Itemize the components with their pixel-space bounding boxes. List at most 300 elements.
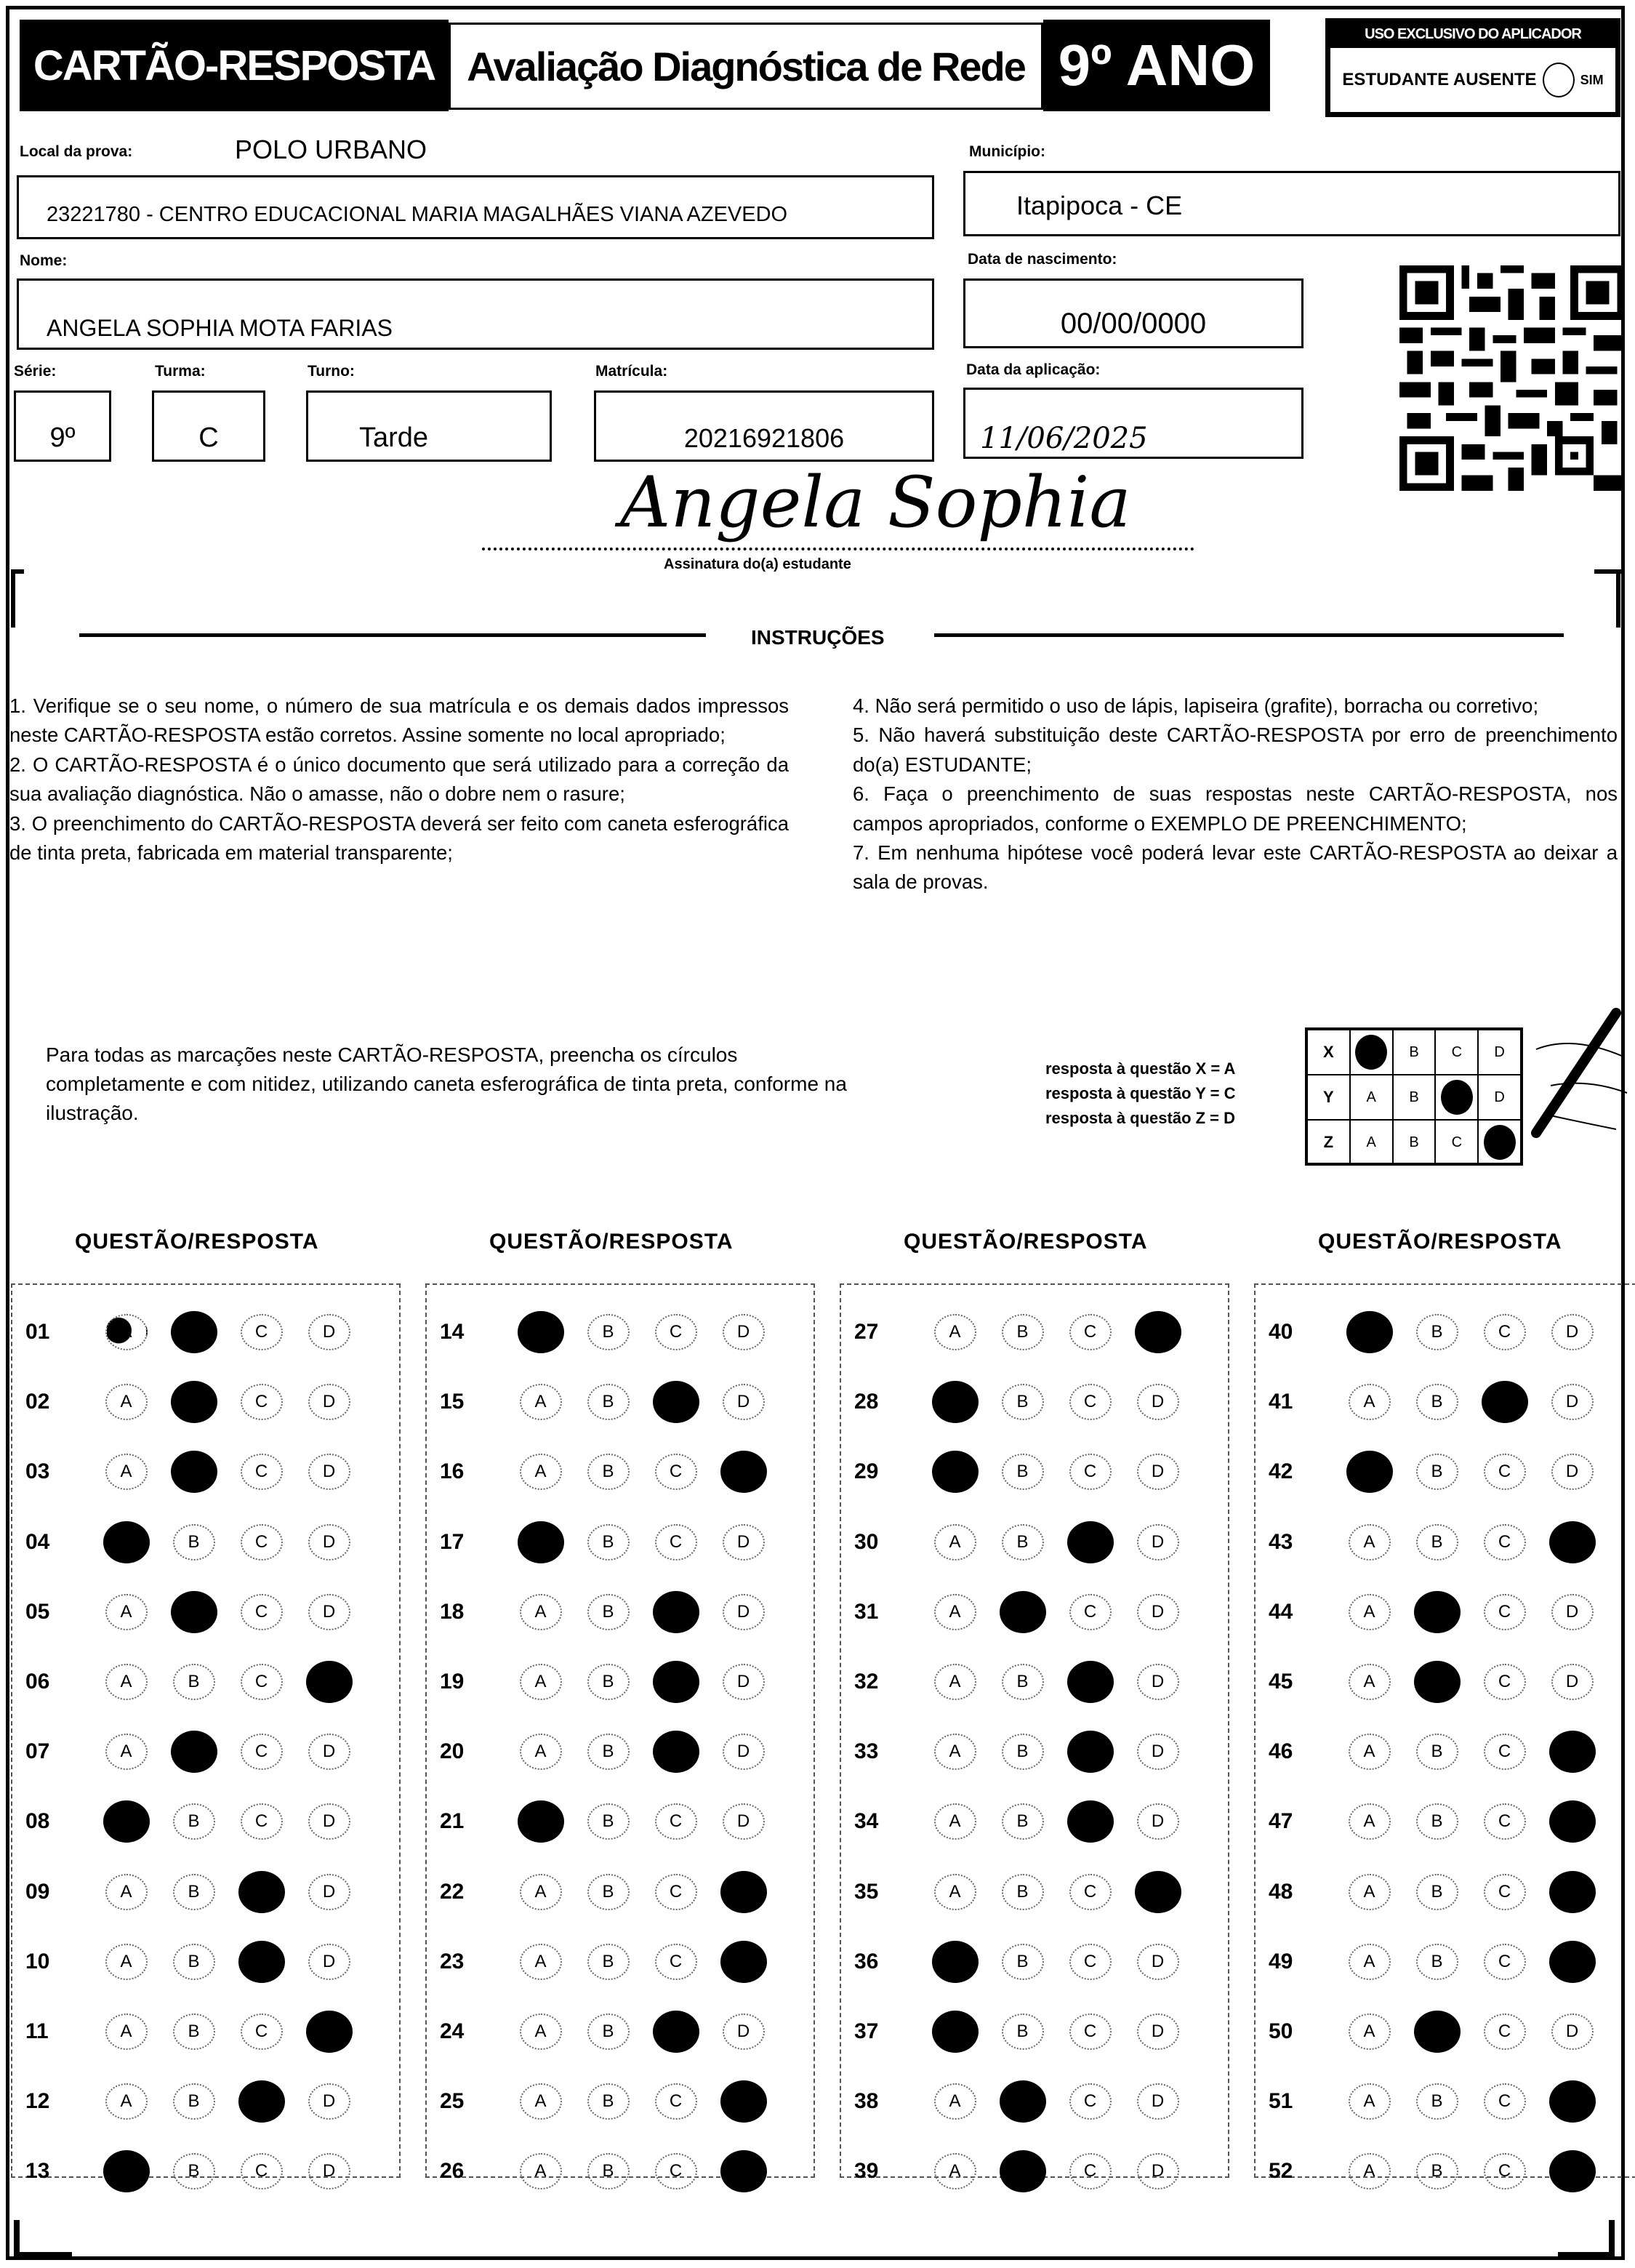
instruction-item: 5. Não haverá substituição deste CARTÃO-RESPOSTA por erro de preenchimento do(a) ESTUDANTE; [853, 724, 1618, 776]
answer-bubble-b[interactable]: B [1416, 1944, 1458, 1980]
corner-mark-bottom-left [14, 2220, 20, 2256]
answer-bubble-d[interactable]: D [1137, 1803, 1179, 1840]
matricula-field [594, 390, 934, 462]
answer-bubble-c[interactable] [653, 1731, 699, 1773]
student-signature: Angela Sophia [620, 462, 1131, 543]
question-number: 26 [440, 2159, 465, 2184]
column-header: QUESTÃO/RESPOSTA [489, 1230, 734, 1254]
answer-bubble-a[interactable] [103, 2150, 150, 2192]
answer-bubble-c[interactable]: C [655, 1803, 697, 1840]
answer-row [841, 1936, 1228, 1987]
answer-row [427, 1587, 814, 1638]
answer-bubble-d[interactable]: D [1551, 1594, 1594, 1630]
answer-bubble-c[interactable]: C [655, 1944, 697, 1980]
answer-bubble-c[interactable]: C [1484, 1874, 1526, 1910]
question-number: 11 [25, 2019, 49, 2043]
answer-bubble-b[interactable]: B [1416, 1524, 1458, 1560]
answer-bubble-b[interactable]: B [173, 1874, 215, 1910]
answer-bubble-a[interactable]: A [105, 1594, 148, 1630]
answer-bubble-d[interactable]: D [723, 1803, 765, 1840]
answer-bubble-a[interactable]: A [520, 1664, 562, 1700]
answer-bubble-d[interactable] [1549, 1731, 1596, 1773]
answer-bubble-a[interactable]: A [1349, 1944, 1391, 1980]
corner-mark-bottom-left-h [14, 2252, 72, 2256]
answer-bubble-a[interactable]: A [934, 1314, 976, 1350]
answer-bubble-b[interactable]: B [1002, 1734, 1044, 1770]
answer-bubble-d[interactable] [306, 2011, 353, 2053]
answer-bubble-a[interactable]: A [1349, 1874, 1391, 1910]
column-header: QUESTÃO/RESPOSTA [904, 1230, 1148, 1254]
answer-bubble-d[interactable]: D [308, 2083, 350, 2120]
answer-bubble-d[interactable]: D [1137, 2153, 1179, 2189]
answer-bubble-b[interactable]: B [1416, 1384, 1458, 1420]
answer-bubble-b[interactable] [171, 1591, 217, 1633]
answer-bubble-c[interactable] [653, 2011, 699, 2053]
question-number: 44 [1269, 1599, 1293, 1624]
answer-bubble-d[interactable]: D [308, 1314, 350, 1350]
answer-bubble-d[interactable]: D [1137, 1664, 1179, 1700]
question-number: 31 [854, 1599, 879, 1624]
example-question: Z [1308, 1121, 1351, 1164]
answer-row [1256, 2076, 1635, 2127]
answer-bubble-b[interactable]: B [587, 1944, 630, 1980]
question-number: 35 [854, 1879, 879, 1904]
answer-bubble-d[interactable]: D [308, 1384, 350, 1420]
answer-bubble-c[interactable]: C [1484, 1944, 1526, 1980]
answer-bubble-a[interactable]: A [1349, 1384, 1391, 1420]
answer-bubble-d[interactable] [306, 1661, 353, 1703]
answer-row [12, 1587, 399, 1638]
answer-row [12, 1796, 399, 1847]
fill-instruction: Para todas as marcações neste CARTÃO-RESPOSTA, preencha os círculos completamente e com nitidez, utilizando caneta esferográfica de tinta preta, conforme na ilustração. [46, 1043, 847, 1124]
answer-bubble-d[interactable] [1549, 1521, 1596, 1563]
question-number: 06 [25, 1670, 50, 1694]
answer-bubble-b[interactable]: B [1002, 1524, 1044, 1560]
answer-bubble-a[interactable]: A [934, 1803, 976, 1840]
serie-label: Série: [14, 363, 57, 380]
answer-bubble-d[interactable]: D [1137, 2013, 1179, 2050]
answer-row [12, 1517, 399, 1568]
answer-bubble-b[interactable]: B [587, 1524, 630, 1560]
answer-bubble-a[interactable]: A [934, 1734, 976, 1770]
question-number: 20 [440, 1739, 465, 1764]
answer-bubble-c[interactable]: C [1069, 1594, 1112, 1630]
answer-bubble-d[interactable]: D [723, 2013, 765, 2050]
answer-bubble-a[interactable]: A [105, 1944, 148, 1980]
question-number: 28 [854, 1390, 879, 1414]
answer-bubble-b[interactable]: B [173, 1524, 215, 1560]
answer-bubble-a[interactable] [103, 1800, 150, 1843]
answer-bubble-c[interactable]: C [655, 1874, 697, 1910]
example-question: X [1308, 1030, 1351, 1074]
answer-bubble-a[interactable]: A [934, 1594, 976, 1630]
answer-card [6, 6, 1625, 2260]
answer-bubble-b[interactable]: B [173, 1944, 215, 1980]
answer-bubble-d[interactable] [720, 2150, 767, 2192]
answer-bubble-d[interactable] [720, 1451, 767, 1493]
answer-bubble-d[interactable] [1135, 1311, 1181, 1353]
absent-label: ESTUDANTE AUSENTE [1342, 70, 1537, 89]
answer-bubble-a[interactable]: A [105, 1664, 148, 1700]
answer-bubble-c[interactable]: C [1484, 1803, 1526, 1840]
answer-row [1256, 2006, 1635, 2057]
answer-bubble-d[interactable]: D [1551, 2013, 1594, 2050]
answer-bubble-d[interactable]: D [723, 1734, 765, 1770]
answer-bubble-a[interactable]: A [520, 1384, 562, 1420]
signature-caption: Assinatura do(a) estudante [664, 556, 851, 572]
question-number: 42 [1269, 1459, 1293, 1484]
answer-row [1256, 1867, 1635, 1918]
answer-bubble-b[interactable] [171, 1731, 217, 1773]
answer-bubble-b[interactable]: B [173, 1664, 215, 1700]
answer-bubble-d[interactable] [720, 1871, 767, 1913]
answer-bubble-a[interactable] [518, 1311, 564, 1353]
answer-row [12, 1936, 399, 1987]
answer-bubble-b[interactable] [1414, 1661, 1461, 1703]
answer-bubble-c[interactable]: C [241, 1314, 283, 1350]
nascimento-value: 00/00/0000 [1060, 308, 1207, 340]
answer-bubble-d[interactable]: D [723, 1384, 765, 1420]
answer-bubble-d[interactable] [720, 1941, 767, 1983]
answer-bubble-b[interactable] [171, 1381, 217, 1423]
answer-row [427, 2076, 814, 2127]
answer-bubble-a[interactable]: A [105, 2083, 148, 2120]
answer-bubble-c[interactable]: C [1069, 2083, 1112, 2120]
answer-bubble-c[interactable] [238, 2080, 285, 2123]
answer-bubble-c[interactable]: C [1069, 1874, 1112, 1910]
answer-bubble-b[interactable] [171, 1311, 217, 1353]
answer-bubble-b[interactable]: B [1002, 1454, 1044, 1490]
absent-bubble[interactable] [1543, 63, 1575, 97]
answer-bubble-d[interactable] [1549, 2150, 1596, 2192]
answer-bubble-c[interactable] [653, 1591, 699, 1633]
answer-bubble-a[interactable] [932, 1941, 979, 1983]
answer-bubble-c[interactable]: C [241, 2013, 283, 2050]
example-labels [1045, 1057, 1235, 1131]
answer-bubble-c[interactable]: C [1069, 2013, 1112, 2050]
answer-row [841, 1867, 1228, 1918]
answer-bubble-c[interactable] [238, 1871, 285, 1913]
answer-bubble-a[interactable]: A [105, 1734, 148, 1770]
local-label: Local da prova: [20, 143, 133, 160]
applicator-title: USO EXCLUSIVO DO APLICADOR [1365, 26, 1581, 42]
answer-row [427, 1517, 814, 1568]
answer-row [12, 1867, 399, 1918]
answer-bubble-c[interactable] [1482, 1381, 1528, 1423]
answer-bubble-c[interactable]: C [241, 1594, 283, 1630]
answer-bubble-a[interactable] [1346, 1451, 1393, 1493]
answer-bubble-c[interactable]: C [241, 1524, 283, 1560]
question-number: 37 [854, 2019, 879, 2043]
question-number: 23 [440, 1949, 465, 1974]
answer-bubble-a[interactable]: A [105, 1874, 148, 1910]
answer-bubble-b[interactable] [1000, 2080, 1046, 2123]
answer-bubble-c[interactable]: C [1484, 2083, 1526, 2120]
answer-bubble-c[interactable]: C [241, 1664, 283, 1700]
corner-mark-top-right-v [1616, 569, 1620, 628]
answer-row [841, 2146, 1228, 2197]
answer-bubble-b[interactable]: B [1416, 1314, 1458, 1350]
answer-bubble-d[interactable] [1549, 1800, 1596, 1843]
answer-bubble-a[interactable]: A [934, 2083, 976, 2120]
answer-bubble-c[interactable]: C [655, 2083, 697, 2120]
answer-bubble-b[interactable]: B [173, 2013, 215, 2050]
answer-bubble-b[interactable]: B [173, 1803, 215, 1840]
answer-bubble-c[interactable]: C [241, 1454, 283, 1490]
answer-bubble-a[interactable]: A [520, 1874, 562, 1910]
answer-bubble-c[interactable]: C [1484, 1314, 1526, 1350]
answer-row [427, 1656, 814, 1707]
question-number: 02 [25, 1390, 50, 1414]
answer-bubble-d[interactable]: D [1551, 1454, 1594, 1490]
matricula-value: 20216921806 [683, 423, 845, 453]
answer-bubble-d[interactable]: D [723, 1664, 765, 1700]
instruction-item: 4. Não será permitido o uso de lápis, lapiseira (grafite), borracha ou corretivo; [853, 694, 1539, 717]
answer-bubble-a[interactable]: A [934, 1524, 976, 1560]
answer-bubble-b[interactable]: B [587, 2083, 630, 2120]
aplicacao-value: 11/06/2025 [980, 422, 1148, 455]
answer-row [1256, 1656, 1635, 1707]
answer-bubble-d[interactable]: D [723, 1314, 765, 1350]
answer-bubble-a[interactable]: A [1349, 1734, 1391, 1770]
answer-bubble-d[interactable]: D [308, 1734, 350, 1770]
answer-bubble-c[interactable]: C [1484, 1454, 1526, 1490]
answer-bubble-b[interactable] [1000, 1591, 1046, 1633]
answer-bubble-c[interactable]: C [1069, 2153, 1112, 2189]
answer-bubble-a[interactable]: A [1349, 2083, 1391, 2120]
answer-bubble-b[interactable]: B [587, 1594, 630, 1630]
answer-bubble-a[interactable]: A [105, 1454, 148, 1490]
answer-bubble-a[interactable] [518, 1800, 564, 1843]
answer-bubble-c[interactable]: C [1484, 2153, 1526, 2189]
answer-bubble-d[interactable] [1549, 1871, 1596, 1913]
answer-bubble-d[interactable]: D [308, 1524, 350, 1560]
answer-bubble-c[interactable]: C [655, 1524, 697, 1560]
answer-row [427, 1446, 814, 1497]
nome-value: ANGELA SOPHIA MOTA FARIAS [47, 315, 393, 341]
answer-row [12, 1446, 399, 1497]
question-number: 17 [440, 1529, 465, 1554]
answer-bubble-b[interactable] [1414, 1591, 1461, 1633]
answer-bubble-c[interactable] [653, 1381, 699, 1423]
answer-row [427, 1796, 814, 1847]
answer-bubble-d[interactable]: D [308, 1944, 350, 1980]
answer-bubble-a[interactable]: A [520, 1454, 562, 1490]
answer-bubble-c[interactable]: C [1069, 1944, 1112, 1980]
answer-bubble-b[interactable]: B [1416, 2083, 1458, 2120]
answer-bubble-d[interactable]: D [723, 1594, 765, 1630]
answer-row [1256, 1796, 1635, 1847]
answer-bubble-b[interactable]: B [1416, 1874, 1458, 1910]
answer-bubble-d[interactable]: D [308, 2153, 350, 2189]
pen-hand-icon [1507, 1006, 1631, 1151]
answer-bubble-b[interactable]: B [173, 2083, 215, 2120]
answer-bubble-a[interactable]: A [105, 1314, 148, 1350]
answer-bubble-c[interactable]: C [241, 1803, 283, 1840]
answer-bubble-d[interactable]: D [1137, 2083, 1179, 2120]
question-number: 43 [1269, 1529, 1293, 1554]
answer-bubble-d[interactable]: D [1137, 1594, 1179, 1630]
grade-badge: 9º ANO [1043, 20, 1270, 111]
school-value: 23221780 - CENTRO EDUCACIONAL MARIA MAGALHÃES VIANA AZEVEDO [47, 203, 788, 226]
answer-bubble-b[interactable]: B [587, 1314, 630, 1350]
answer-bubble-b[interactable]: B [1416, 1454, 1458, 1490]
answer-bubble-c[interactable]: C [1484, 1664, 1526, 1700]
answer-bubble-c[interactable]: C [1484, 1594, 1526, 1630]
example-grid: X B C D Y A B D Z A B C [1305, 1027, 1523, 1166]
answer-bubble-b[interactable]: B [1416, 1734, 1458, 1770]
answer-bubble-a[interactable] [932, 1381, 979, 1423]
answer-bubble-c[interactable]: C [241, 1734, 283, 1770]
answer-bubble-a[interactable] [932, 1451, 979, 1493]
column-header: QUESTÃO/RESPOSTA [1318, 1230, 1562, 1254]
question-number: 39 [854, 2159, 879, 2184]
answer-bubble-d[interactable] [1549, 2080, 1596, 2123]
answer-bubble-b[interactable]: B [587, 1734, 630, 1770]
answer-bubble-d[interactable]: D [308, 1594, 350, 1630]
question-number: 22 [440, 1879, 465, 1904]
answer-bubble-c[interactable]: C [1484, 1734, 1526, 1770]
question-number: 46 [1269, 1739, 1293, 1764]
answer-bubble-a[interactable]: A [520, 2153, 562, 2189]
answer-bubble-d[interactable] [720, 2080, 767, 2123]
answer-bubble-b[interactable] [171, 1451, 217, 1493]
question-number: 50 [1269, 2019, 1293, 2043]
answer-bubble-b[interactable]: B [587, 1384, 630, 1420]
answer-bubble-a[interactable]: A [934, 1664, 976, 1700]
answer-bubble-c[interactable]: C [1484, 2013, 1526, 2050]
turma-label: Turma: [155, 363, 206, 380]
answer-bubble-d[interactable]: D [1137, 1734, 1179, 1770]
example-label: resposta à questão Z = D [1045, 1109, 1236, 1127]
answer-bubble-c[interactable]: C [241, 2153, 283, 2189]
answer-bubble-c[interactable]: C [1484, 1524, 1526, 1560]
answer-bubble-a[interactable]: A [520, 2013, 562, 2050]
answer-bubble-a[interactable]: A [1349, 1803, 1391, 1840]
answer-bubble-c[interactable]: C [655, 2153, 697, 2189]
answer-bubble-a[interactable]: A [520, 1734, 562, 1770]
answer-column [1254, 1283, 1635, 2184]
answer-bubble-c[interactable]: C [1069, 1314, 1112, 1350]
answer-bubble-d[interactable]: D [1137, 1524, 1179, 1560]
answer-bubble-d[interactable]: D [1137, 1944, 1179, 1980]
answer-bubble-d[interactable]: D [308, 1454, 350, 1490]
serie-value: 9º [49, 422, 76, 453]
answer-bubble-a[interactable]: A [1349, 2153, 1391, 2189]
answer-bubble-c[interactable] [1067, 1800, 1114, 1843]
question-number: 27 [854, 1320, 879, 1344]
answer-bubble-b[interactable]: B [587, 1803, 630, 1840]
answer-bubble-d[interactable]: D [1551, 1664, 1594, 1700]
answer-bubble-c[interactable] [1067, 1731, 1114, 1773]
answer-bubble-c[interactable]: C [241, 1384, 283, 1420]
answer-bubble-a[interactable]: A [520, 1594, 562, 1630]
answer-bubble-a[interactable] [103, 1521, 150, 1563]
answer-row [1256, 1587, 1635, 1638]
answer-row [1256, 1446, 1635, 1497]
answer-bubble-c[interactable] [653, 1661, 699, 1703]
answer-bubble-d[interactable]: D [1137, 1454, 1179, 1490]
answer-bubble-b[interactable]: B [1002, 1944, 1044, 1980]
question-number: 38 [854, 2089, 879, 2114]
answer-bubble-a[interactable]: A [105, 2013, 148, 2050]
answer-bubble-b[interactable]: B [1416, 1803, 1458, 1840]
answer-bubble-b[interactable] [1414, 2011, 1461, 2053]
answer-bubble-d[interactable]: D [1551, 1384, 1594, 1420]
answer-bubble-d[interactable]: D [723, 1524, 765, 1560]
answer-bubble-a[interactable] [1346, 1311, 1393, 1353]
answer-bubble-b[interactable]: B [1002, 1803, 1044, 1840]
answer-bubble-b[interactable]: B [1002, 1314, 1044, 1350]
answer-bubble-a[interactable]: A [1349, 1524, 1391, 1560]
answer-bubble-b[interactable]: B [1416, 2153, 1458, 2189]
question-number: 29 [854, 1459, 879, 1484]
absent-option-label: SIM [1580, 72, 1604, 87]
answer-bubble-d[interactable] [1549, 1941, 1596, 1983]
answer-bubble-a[interactable]: A [934, 1874, 976, 1910]
answer-bubble-c[interactable] [1067, 1661, 1114, 1703]
instruction-item: 7. Em nenhuma hipótese você poderá levar este CARTÃO-RESPOSTA ao deixar a sala de provas. [853, 841, 1618, 894]
instruction-item: 3. O preenchimento do CARTÃO-RESPOSTA deverá ser feito com caneta esferográfica de tinta preta, fabricada em material transparente; [9, 812, 789, 865]
nascimento-field [963, 279, 1303, 348]
answer-bubble-a[interactable]: A [1349, 2013, 1391, 2050]
answer-bubble-a[interactable]: A [520, 2083, 562, 2120]
answer-bubble-b[interactable]: B [173, 2153, 215, 2189]
answer-bubble-b[interactable]: B [587, 1874, 630, 1910]
answer-bubble-c[interactable] [238, 1941, 285, 1983]
answer-bubble-a[interactable]: A [934, 2153, 976, 2189]
answer-bubble-b[interactable]: B [1002, 1664, 1044, 1700]
applicator-box [1325, 18, 1620, 117]
answer-row [12, 1726, 399, 1777]
answer-bubble-b[interactable]: B [1002, 2013, 1044, 2050]
answer-bubble-c[interactable] [1067, 1521, 1114, 1563]
question-number: 15 [440, 1390, 465, 1414]
answer-bubble-d[interactable]: D [1551, 1314, 1594, 1350]
answer-bubble-b[interactable] [1000, 2150, 1046, 2192]
answer-bubble-d[interactable]: D [308, 1874, 350, 1910]
instructions-left [9, 692, 789, 867]
school-field [17, 175, 934, 239]
answer-bubble-a[interactable]: A [1349, 1594, 1391, 1630]
answer-bubble-b[interactable]: B [587, 1454, 630, 1490]
answer-bubble-d[interactable] [1135, 1871, 1181, 1913]
answer-bubble-c[interactable]: C [1069, 1454, 1112, 1490]
answer-bubble-d[interactable]: D [1137, 1384, 1179, 1420]
aplicacao-field[interactable] [963, 388, 1303, 459]
answer-bubble-d[interactable]: D [308, 1803, 350, 1840]
corner-mark-bottom-right [1609, 2220, 1615, 2256]
answer-bubble-b[interactable]: B [587, 1664, 630, 1700]
answer-bubble-a[interactable]: A [1349, 1664, 1391, 1700]
example-label: resposta à questão X = A [1045, 1059, 1236, 1078]
corner-mark-top-left-v [11, 569, 15, 628]
answer-row [841, 2006, 1228, 2057]
answer-bubble-a[interactable]: A [105, 1384, 148, 1420]
answer-bubble-b[interactable]: B [587, 2153, 630, 2189]
answer-bubble-b[interactable]: B [1002, 1874, 1044, 1910]
answer-bubble-a[interactable] [932, 2011, 979, 2053]
answer-bubble-b[interactable]: B [1002, 1384, 1044, 1420]
answer-bubble-a[interactable]: A [520, 1944, 562, 1980]
answer-bubble-a[interactable] [518, 1521, 564, 1563]
answer-bubble-c[interactable]: C [655, 1314, 697, 1350]
answer-bubble-b[interactable]: B [587, 2013, 630, 2050]
example-question: Y [1308, 1075, 1351, 1119]
turno-label: Turno: [308, 363, 355, 380]
answer-bubble-c[interactable]: C [1069, 1384, 1112, 1420]
answer-bubble-c[interactable]: C [655, 1454, 697, 1490]
